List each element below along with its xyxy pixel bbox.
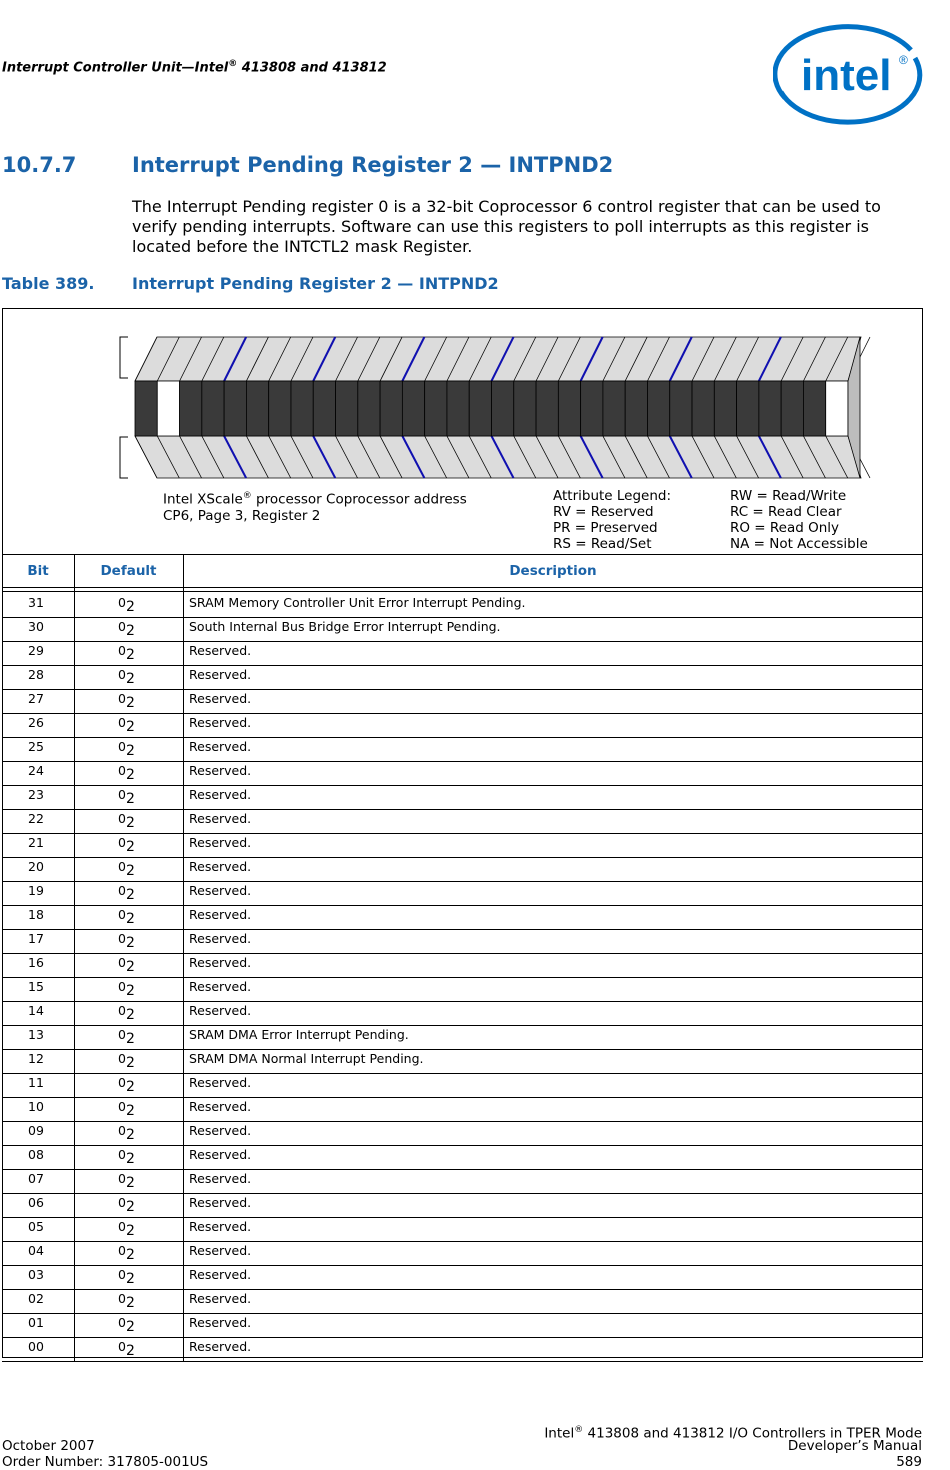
legend-rv: RV = Reserved — [553, 504, 654, 520]
bit-cell-0 — [826, 381, 848, 436]
row-bit: 18 — [28, 907, 44, 922]
bit-cell-21 — [358, 381, 380, 436]
row-default-radix: 2 — [125, 647, 135, 663]
table-row-rule — [2, 905, 923, 906]
row-default-value: 0 — [118, 859, 126, 874]
row-default-value: 0 — [118, 619, 126, 634]
bit-cell-17 — [447, 381, 469, 436]
row-description: Reserved. — [189, 1243, 252, 1258]
table-row-rule — [2, 857, 923, 858]
row-bit: 15 — [28, 979, 44, 994]
row-default-value: 0 — [118, 739, 126, 754]
row-default — [118, 1123, 135, 1143]
bit-cell-24 — [291, 381, 313, 436]
legend-rw: RW = Read/Write — [730, 488, 847, 504]
row-default-value: 0 — [118, 763, 126, 778]
table-row-rule — [2, 1361, 923, 1362]
table-row-rule — [2, 1121, 923, 1122]
table-row-rule — [2, 641, 923, 642]
row-default-radix: 2 — [125, 719, 135, 735]
table-row-rule — [2, 689, 923, 690]
row-default — [118, 1147, 135, 1167]
row-default — [118, 691, 135, 711]
row-bit: 04 — [28, 1243, 44, 1258]
table-rule-top — [2, 554, 923, 555]
table-title: Interrupt Pending Register 2 — INTPND2 — [132, 274, 499, 293]
row-default-value: 0 — [118, 835, 126, 850]
row-bit: 03 — [28, 1267, 44, 1282]
bit-cell-7 — [670, 381, 692, 436]
bit-cell-19 — [402, 381, 424, 436]
row-bit: 11 — [28, 1075, 44, 1090]
row-bit: 12 — [28, 1051, 44, 1066]
row-bit: 02 — [28, 1291, 44, 1306]
table-row-rule — [2, 1265, 923, 1266]
row-bit: 27 — [28, 691, 44, 706]
row-description: Reserved. — [189, 667, 252, 682]
row-default-value: 0 — [118, 883, 126, 898]
row-default — [118, 1171, 135, 1191]
row-default-radix: 2 — [125, 1199, 135, 1215]
intel-logo-mark: ® — [899, 53, 908, 67]
row-bit: 09 — [28, 1123, 44, 1138]
table-row-rule — [2, 1001, 923, 1002]
row-bit: 06 — [28, 1195, 44, 1210]
row-bit: 20 — [28, 859, 44, 874]
bit-cell-6 — [692, 381, 714, 436]
row-description: South Internal Bus Bridge Error Interrupt Pending. — [189, 619, 501, 634]
row-default-value: 0 — [118, 667, 126, 682]
row-default — [118, 835, 135, 855]
row-default — [118, 1027, 135, 1047]
table-row-rule — [2, 1025, 923, 1026]
bit-cell-13 — [536, 381, 558, 436]
row-bit: 25 — [28, 739, 44, 754]
column-header-description: Description — [509, 563, 597, 579]
row-bit: 31 — [28, 595, 44, 610]
row-default-radix: 2 — [125, 983, 135, 999]
row-default-radix: 2 — [125, 743, 135, 759]
row-description: Reserved. — [189, 715, 252, 730]
row-default-value: 0 — [118, 691, 126, 706]
row-default-value: 0 — [118, 1339, 126, 1354]
row-default-value: 0 — [118, 811, 126, 826]
row-default-value: 0 — [118, 1027, 126, 1042]
row-default — [118, 931, 135, 951]
bit-cell-10 — [603, 381, 625, 436]
row-bit: 30 — [28, 619, 44, 634]
coprocessor-address: CP6, Page 3, Register 2 — [163, 508, 321, 524]
row-description: Reserved. — [189, 1291, 252, 1306]
table-row-rule — [2, 1073, 923, 1074]
row-description: Reserved. — [189, 1099, 252, 1114]
section-number: 10.7.7 — [2, 153, 77, 177]
bit-cell-5 — [714, 381, 736, 436]
table-row-rule — [2, 1193, 923, 1194]
table-row-rule — [2, 1337, 923, 1338]
row-default — [118, 1099, 135, 1119]
section-title: Interrupt Pending Register 2 — INTPND2 — [132, 153, 614, 177]
row-default-radix: 2 — [125, 1271, 135, 1287]
row-description: Reserved. — [189, 787, 252, 802]
row-default-value: 0 — [118, 1147, 126, 1162]
row-default-value: 0 — [118, 595, 126, 610]
row-description: Reserved. — [189, 883, 252, 898]
bit-cell-31 — [135, 381, 157, 436]
bit-cell-28 — [202, 381, 224, 436]
row-default-radix: 2 — [125, 1151, 135, 1167]
row-bit: 14 — [28, 1003, 44, 1018]
row-bit: 26 — [28, 715, 44, 730]
row-default — [118, 1243, 135, 1263]
row-bit: 16 — [28, 955, 44, 970]
table-row-rule — [2, 761, 923, 762]
footer-order-number: Order Number: 317805-001US — [2, 1454, 209, 1470]
row-default-value: 0 — [118, 1291, 126, 1306]
row-bit: 08 — [28, 1147, 44, 1162]
row-default-value: 0 — [118, 979, 126, 994]
row-bit: 23 — [28, 787, 44, 802]
row-description: Reserved. — [189, 1171, 252, 1186]
row-default — [118, 1219, 135, 1239]
bit-cell-8 — [647, 381, 669, 436]
row-default-value: 0 — [118, 1171, 126, 1186]
row-default — [118, 955, 135, 975]
row-description: Reserved. — [189, 1147, 252, 1162]
bit-cell-9 — [625, 381, 647, 436]
row-default — [118, 1003, 135, 1023]
bit-cell-27 — [224, 381, 246, 436]
row-description: Reserved. — [189, 1123, 252, 1138]
row-default-radix: 2 — [125, 1127, 135, 1143]
legend-na: NA = Not Accessible — [730, 536, 868, 552]
row-default-radix: 2 — [125, 1175, 135, 1191]
row-default — [118, 619, 135, 639]
row-default-radix: 2 — [125, 1223, 135, 1239]
table-number: Table 389. — [2, 274, 95, 293]
row-bit: 24 — [28, 763, 44, 778]
row-default-value: 0 — [118, 1003, 126, 1018]
row-default-radix: 2 — [125, 911, 135, 927]
row-default-value: 0 — [118, 787, 126, 802]
row-bit: 22 — [28, 811, 44, 826]
table-row-rule — [2, 1049, 923, 1050]
row-default — [118, 1267, 135, 1287]
footer-page-number: 589 — [896, 1454, 922, 1470]
bit-cell-4 — [737, 381, 759, 436]
table-row-rule — [2, 1217, 923, 1218]
row-description: Reserved. — [189, 1195, 252, 1210]
row-default-value: 0 — [118, 931, 126, 946]
row-description: SRAM DMA Normal Interrupt Pending. — [189, 1051, 424, 1066]
bit-cell-16 — [469, 381, 491, 436]
bit-cell-20 — [380, 381, 402, 436]
row-default-radix: 2 — [125, 1055, 135, 1071]
row-default — [118, 1291, 135, 1311]
row-default-radix: 2 — [125, 935, 135, 951]
row-bit: 05 — [28, 1219, 44, 1234]
row-default-radix: 2 — [125, 767, 135, 783]
column-divider-default — [183, 554, 184, 1361]
intel-logo-text: intel — [801, 51, 892, 100]
table-row-rule — [2, 1241, 923, 1242]
running-header: Interrupt Controller Unit—Intel® 413808 and 413812 — [2, 59, 387, 76]
row-default — [118, 1195, 135, 1215]
column-divider-bit — [74, 554, 75, 1361]
bit-cell-12 — [558, 381, 580, 436]
row-description: Reserved. — [189, 1003, 252, 1018]
row-description: Reserved. — [189, 859, 252, 874]
upper-bracket — [120, 337, 128, 378]
row-default-value: 0 — [118, 1243, 126, 1258]
row-description: Reserved. — [189, 835, 252, 850]
row-default-radix: 2 — [125, 1007, 135, 1023]
row-default-radix: 2 — [125, 695, 135, 711]
legend-pr: PR = Preserved — [553, 520, 658, 536]
row-default-radix: 2 — [125, 1295, 135, 1311]
row-default-radix: 2 — [125, 863, 135, 879]
row-default-value: 0 — [118, 643, 126, 658]
row-default-radix: 2 — [125, 1079, 135, 1095]
row-description: Reserved. — [189, 739, 252, 754]
row-default-value: 0 — [118, 1123, 126, 1138]
row-description: Reserved. — [189, 955, 252, 970]
row-default-value: 0 — [118, 1099, 126, 1114]
row-default-value: 0 — [118, 1075, 126, 1090]
table-row-rule — [2, 737, 923, 738]
column-header-default: Default — [100, 563, 157, 579]
legend-rc: RC = Read Clear — [730, 504, 842, 520]
row-default — [118, 763, 135, 783]
row-bit: 28 — [28, 667, 44, 682]
row-default-radix: 2 — [125, 887, 135, 903]
bit-cell-30 — [157, 381, 179, 436]
row-bit: 19 — [28, 883, 44, 898]
lower-bracket — [120, 437, 128, 478]
row-default-value: 0 — [118, 1195, 126, 1210]
bit-cell-25 — [269, 381, 291, 436]
legend-title: Attribute Legend: — [553, 488, 672, 504]
table-row-rule — [2, 785, 923, 786]
coprocessor-caption: Intel XScale® processor Coprocessor address — [163, 491, 467, 508]
bit-cell-22 — [336, 381, 358, 436]
row-default-radix: 2 — [125, 1031, 135, 1047]
footer-doc-title: Intel® 413808 and 413812 I/O Controllers in TPER Mode — [544, 1425, 922, 1442]
row-bit: 00 — [28, 1339, 44, 1354]
column-header-bit: Bit — [27, 563, 49, 579]
row-bit: 10 — [28, 1099, 44, 1114]
row-description: SRAM DMA Error Interrupt Pending. — [189, 1027, 409, 1042]
row-default — [118, 1075, 135, 1095]
register-bit-diagram — [0, 0, 950, 500]
row-default-radix: 2 — [125, 839, 135, 855]
table-row-rule — [2, 881, 923, 882]
row-default — [118, 859, 135, 879]
row-bit: 17 — [28, 931, 44, 946]
row-description: Reserved. — [189, 1339, 252, 1354]
row-default-radix: 2 — [125, 815, 135, 831]
bit-cell-29 — [180, 381, 202, 436]
row-bit: 13 — [28, 1027, 44, 1042]
bit-cell-15 — [492, 381, 514, 436]
row-default-value: 0 — [118, 1315, 126, 1330]
row-bit: 07 — [28, 1171, 44, 1186]
row-default — [118, 1339, 135, 1359]
row-default — [118, 643, 135, 663]
row-description: Reserved. — [189, 979, 252, 994]
bit-cell-11 — [581, 381, 603, 436]
table-row-rule — [2, 617, 923, 618]
row-default-radix: 2 — [125, 1247, 135, 1263]
row-default-radix: 2 — [125, 599, 135, 615]
legend-ro: RO = Read Only — [730, 520, 840, 536]
row-default-value: 0 — [118, 1219, 126, 1234]
legend-rs: RS = Read/Set — [553, 536, 652, 552]
table-row-rule — [2, 833, 923, 834]
footer-date: October 2007 — [2, 1438, 95, 1454]
section-paragraph: The Interrupt Pending register 0 is a 32-bit Coprocessor 6 control register that can be used to verify pending interrupts. Software can use this registers to poll interrupts as this register is located before the INTCTL2 mask Register. — [132, 197, 881, 256]
row-description: Reserved. — [189, 643, 252, 658]
table-row-rule — [2, 1097, 923, 1098]
row-default-radix: 2 — [125, 1343, 135, 1359]
row-description: Reserved. — [189, 811, 252, 826]
row-description: Reserved. — [189, 1075, 252, 1090]
bit-cell-3 — [759, 381, 781, 436]
table-row-rule — [2, 809, 923, 810]
row-default — [118, 667, 135, 687]
row-default-value: 0 — [118, 907, 126, 922]
row-description: Reserved. — [189, 1219, 252, 1234]
row-default-radix: 2 — [125, 623, 135, 639]
row-description: Reserved. — [189, 691, 252, 706]
row-default-value: 0 — [118, 955, 126, 970]
row-default — [118, 979, 135, 999]
table-row-rule — [2, 1169, 923, 1170]
bit-cell-2 — [781, 381, 803, 436]
row-default — [118, 1051, 135, 1071]
table-row-rule — [2, 977, 923, 978]
bit-cell-14 — [514, 381, 536, 436]
bit-cell-26 — [246, 381, 268, 436]
row-default — [118, 715, 135, 735]
table-row-rule — [2, 1313, 923, 1314]
row-default-radix: 2 — [125, 959, 135, 975]
row-bit: 29 — [28, 643, 44, 658]
bit-cell-1 — [803, 381, 825, 436]
table-rule-header — [2, 587, 923, 588]
row-description: Reserved. — [189, 1315, 252, 1330]
row-default-radix: 2 — [125, 791, 135, 807]
table-row-rule — [2, 929, 923, 930]
row-default — [118, 907, 135, 927]
row-description: SRAM Memory Controller Unit Error Interrupt Pending. — [189, 595, 526, 610]
row-bit: 01 — [28, 1315, 44, 1330]
row-default — [118, 811, 135, 831]
row-default-value: 0 — [118, 1267, 126, 1282]
table-row-rule — [2, 713, 923, 714]
bit-cell-23 — [313, 381, 335, 436]
row-default-value: 0 — [118, 715, 126, 730]
row-description: Reserved. — [189, 1267, 252, 1282]
table-row-rule — [2, 953, 923, 954]
row-description: Reserved. — [189, 907, 252, 922]
row-default-value: 0 — [118, 1051, 126, 1066]
table-row-rule — [2, 1145, 923, 1146]
row-default-radix: 2 — [125, 1319, 135, 1335]
row-default — [118, 739, 135, 759]
bit-cell-18 — [425, 381, 447, 436]
footer-doc-subtitle: Developer’s Manual — [787, 1438, 922, 1454]
row-default-radix: 2 — [125, 671, 135, 687]
row-default-radix: 2 — [125, 1103, 135, 1119]
table-row-rule — [2, 665, 923, 666]
row-default — [118, 595, 135, 615]
row-bit: 21 — [28, 835, 44, 850]
row-default — [118, 883, 135, 903]
table-rule-header2 — [2, 591, 923, 592]
row-default — [118, 787, 135, 807]
row-description: Reserved. — [189, 763, 252, 778]
table-row-rule — [2, 1289, 923, 1290]
row-default — [118, 1315, 135, 1335]
row-description: Reserved. — [189, 931, 252, 946]
